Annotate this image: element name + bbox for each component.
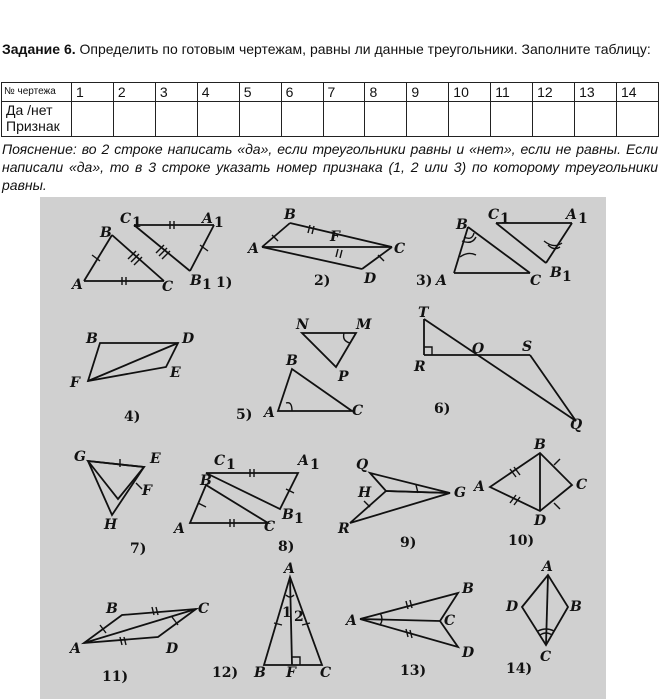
f11-label-C: C bbox=[198, 601, 210, 617]
f6-label-T: T bbox=[418, 305, 429, 321]
answer-cell-8[interactable] bbox=[365, 102, 407, 137]
f5-label-B: B bbox=[286, 353, 298, 369]
f10-label-C: C bbox=[576, 477, 588, 493]
f6-label-O: O bbox=[472, 341, 485, 357]
f12-label-B: B bbox=[254, 665, 266, 681]
f11-label-D: D bbox=[166, 641, 179, 657]
f6-label-R: R bbox=[414, 359, 426, 375]
task-heading bbox=[2, 40, 658, 58]
f9-number: 9) bbox=[400, 535, 417, 551]
f2-label-C: C bbox=[394, 241, 406, 257]
f12-number: 12) bbox=[212, 665, 239, 681]
f5-label-M: M bbox=[356, 317, 372, 333]
f2-label-B: B bbox=[284, 207, 296, 223]
f1-label-A: A bbox=[72, 277, 83, 293]
answer-cell-4[interactable] bbox=[197, 102, 239, 137]
figure-11 bbox=[68, 601, 209, 685]
f14-label-D: D bbox=[506, 599, 519, 615]
f8-label-C1-sub: 1 bbox=[226, 457, 236, 473]
f10-label-B: B bbox=[534, 437, 546, 453]
f13-number: 13) bbox=[400, 663, 427, 679]
yes-no-label: Да /нет bbox=[6, 102, 53, 118]
f14-label-A: A bbox=[542, 559, 553, 575]
col-11: 11 bbox=[491, 83, 533, 102]
f8-label-A1-sub: 1 bbox=[310, 457, 320, 473]
task-text: Определить по готовым чертежам, равны ли данные треугольники. Заполните таблицу: bbox=[75, 41, 651, 57]
f14-label-B: B bbox=[570, 599, 582, 615]
f1-label-B1-sub: 1 bbox=[202, 277, 212, 293]
f6-label-Q: Q bbox=[570, 417, 583, 433]
col-9: 9 bbox=[407, 83, 449, 102]
f6-number: 6) bbox=[434, 401, 451, 417]
f1-label-A1: A bbox=[202, 211, 213, 227]
f8-label-B1: B bbox=[282, 507, 294, 523]
f2-number: 2) bbox=[314, 273, 331, 289]
col-6: 6 bbox=[281, 83, 323, 102]
f9-label-Q: Q bbox=[356, 457, 369, 473]
figure-7 bbox=[74, 449, 161, 557]
answer-cell-11[interactable] bbox=[491, 102, 533, 137]
geometry-drawings bbox=[40, 197, 606, 699]
f6-label-S: S bbox=[522, 339, 533, 355]
answer-cell-5[interactable] bbox=[239, 102, 281, 137]
answer-cell-6[interactable] bbox=[281, 102, 323, 137]
col-10: 10 bbox=[449, 83, 491, 102]
f1-label-B: B bbox=[100, 225, 112, 241]
col-12: 12 bbox=[533, 83, 575, 102]
f10-number: 10) bbox=[508, 533, 535, 549]
f3-label-A: A bbox=[436, 273, 447, 289]
f8-label-C: C bbox=[264, 519, 276, 535]
criterion-label: Признак bbox=[6, 118, 60, 134]
f3-label-A1: A bbox=[566, 207, 577, 223]
answer-cell-10[interactable] bbox=[449, 102, 491, 137]
figure-8 bbox=[172, 453, 320, 555]
f8-label-B: B bbox=[200, 473, 212, 489]
figure-10 bbox=[472, 437, 587, 549]
f8-label-A1: A bbox=[298, 453, 309, 469]
f7-label-G: G bbox=[74, 449, 86, 465]
answer-label bbox=[2, 102, 72, 137]
f1-label-B1: B bbox=[190, 273, 202, 289]
col-13: 13 bbox=[575, 83, 617, 102]
answer-cell-14[interactable] bbox=[616, 102, 658, 137]
f8-label-C1: C bbox=[214, 453, 226, 469]
col-3: 3 bbox=[155, 83, 197, 102]
figure-13 bbox=[344, 581, 475, 679]
f1-label-A1-sub: 1 bbox=[214, 215, 224, 231]
f8-label-B1-sub: 1 bbox=[294, 511, 304, 527]
f12-label-C: C bbox=[320, 665, 332, 681]
f11-label-B: B bbox=[106, 601, 118, 617]
header-label: № чертежа bbox=[2, 83, 72, 102]
f13-label-D: D bbox=[462, 645, 475, 661]
figure-6 bbox=[413, 305, 582, 433]
f2-label-F: F bbox=[330, 229, 340, 245]
f2-label-A: A bbox=[248, 241, 259, 257]
f14-label-C: C bbox=[540, 649, 552, 665]
answer-cell-9[interactable] bbox=[407, 102, 449, 137]
answer-cell-2[interactable] bbox=[113, 102, 155, 137]
f3-number: 3) bbox=[416, 273, 433, 289]
f5-label-P: P bbox=[338, 369, 349, 385]
f3-label-B1: B bbox=[550, 265, 562, 281]
f8-label-A: A bbox=[174, 521, 185, 537]
figure-1 bbox=[70, 211, 232, 295]
col-2: 2 bbox=[113, 83, 155, 102]
answer-cell-13[interactable] bbox=[575, 102, 617, 137]
f5-label-N: N bbox=[296, 317, 309, 333]
f1-number: 1) bbox=[216, 275, 233, 291]
figure-14 bbox=[505, 559, 582, 677]
answer-cell-12[interactable] bbox=[533, 102, 575, 137]
figure-3 bbox=[416, 207, 588, 289]
f4-label-E: E bbox=[170, 365, 181, 381]
figure-2 bbox=[246, 207, 405, 289]
f9-label-R: R bbox=[338, 521, 350, 537]
f13-label-C: C bbox=[444, 613, 456, 629]
f4-label-B: B bbox=[86, 331, 98, 347]
col-1: 1 bbox=[72, 83, 114, 102]
f4-label-D: D bbox=[182, 331, 195, 347]
f7-label-E: E bbox=[150, 451, 161, 467]
f12-label-1: 1 bbox=[282, 605, 292, 621]
f9-label-H: H bbox=[358, 485, 372, 501]
f7-label-H: H bbox=[104, 517, 118, 533]
f9-label-G: G bbox=[454, 485, 466, 501]
f12-label-2: 2 bbox=[294, 609, 304, 625]
f1-label-C1: C bbox=[120, 211, 132, 227]
col-8: 8 bbox=[365, 83, 407, 102]
figure-12 bbox=[212, 561, 331, 681]
f3-label-C1: C bbox=[488, 207, 500, 223]
col-5: 5 bbox=[239, 83, 281, 102]
f5-label-C: C bbox=[352, 403, 364, 419]
figure-5 bbox=[236, 317, 372, 423]
f12-label-F: F bbox=[286, 665, 296, 681]
explanation-note: Пояснение: во 2 строке написать «да», если треугольники равны и «нет», если не равны. Если написали «да», то в 3 строке указать номер признака (1, 2 или 3) по которому треугольники равны. bbox=[2, 141, 658, 193]
f5-label-A: A bbox=[264, 405, 275, 421]
f2-label-D: D bbox=[364, 271, 377, 287]
col-14: 14 bbox=[616, 83, 658, 102]
f1-label-C: C bbox=[162, 279, 174, 295]
answer-cell-7[interactable] bbox=[323, 102, 365, 137]
figure-9 bbox=[337, 457, 466, 551]
f11-number: 11) bbox=[102, 669, 129, 685]
f1-label-C1-sub: 1 bbox=[132, 215, 142, 231]
f3-label-A1-sub: 1 bbox=[578, 211, 588, 227]
col-7: 7 bbox=[323, 83, 365, 102]
f3-label-B: B bbox=[456, 217, 468, 233]
f3-label-C: C bbox=[530, 273, 542, 289]
f12-label-A: A bbox=[284, 561, 295, 577]
f4-label-F: F bbox=[70, 375, 80, 391]
f3-label-B1-sub: 1 bbox=[562, 269, 572, 285]
f7-number: 7) bbox=[130, 541, 147, 557]
f14-number: 14) bbox=[506, 661, 533, 677]
answer-cell-3[interactable] bbox=[155, 102, 197, 137]
f11-label-A: A bbox=[70, 641, 81, 657]
f13-label-B: B bbox=[462, 581, 474, 597]
f10-label-A: A bbox=[474, 479, 485, 495]
f4-number: 4) bbox=[124, 409, 141, 425]
table-row-answers bbox=[2, 102, 659, 137]
f10-label-D: D bbox=[534, 513, 547, 529]
f3-label-C1-sub: 1 bbox=[500, 211, 510, 227]
answer-cell-1[interactable] bbox=[72, 102, 114, 137]
f5-number: 5) bbox=[236, 407, 253, 423]
table-row-header bbox=[2, 83, 659, 102]
answer-table bbox=[1, 82, 659, 137]
task-title: Задание 6. bbox=[2, 41, 76, 57]
f7-label-F: F bbox=[142, 483, 152, 499]
f13-label-A: A bbox=[346, 613, 357, 629]
figure-4 bbox=[69, 331, 195, 425]
col-4: 4 bbox=[197, 83, 239, 102]
f8-number: 8) bbox=[278, 539, 295, 555]
